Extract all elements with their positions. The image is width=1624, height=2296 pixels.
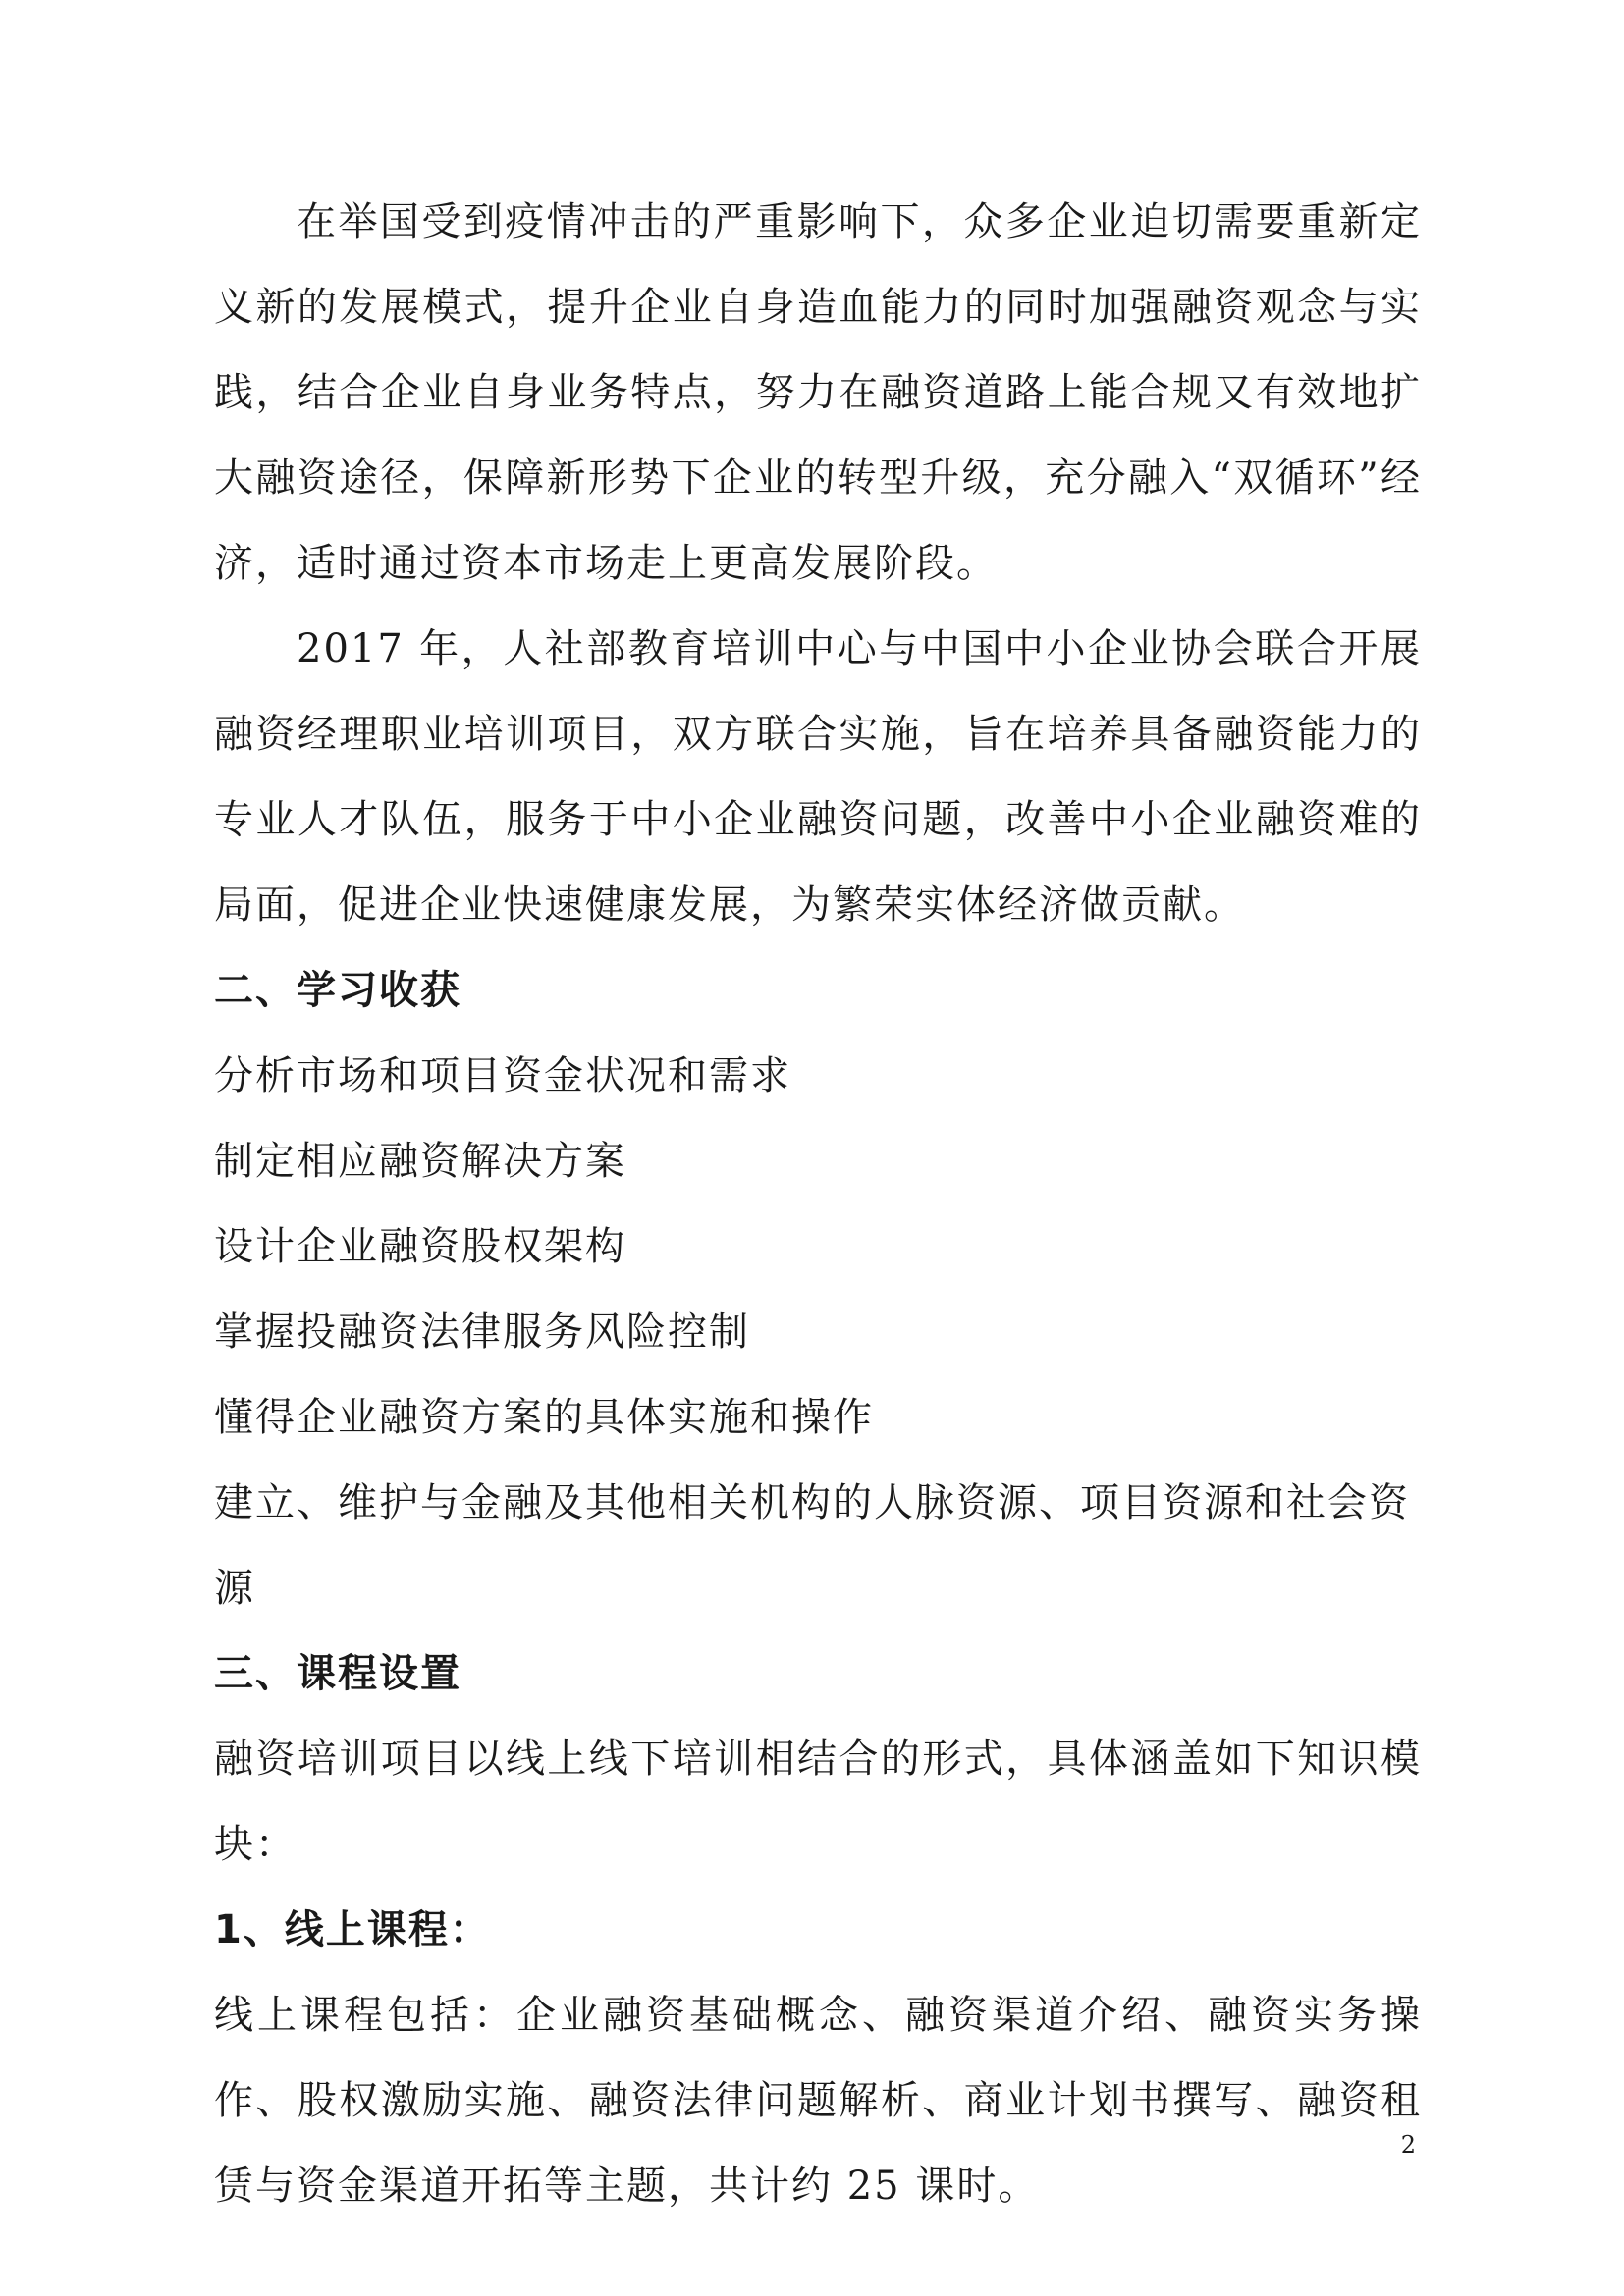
intro-paragraph-1: 在举国受到疫情冲击的严重影响下，众多企业迫切需要重新定义新的发展模式，提升企业自身造血能力的同时加强融资观念与实践，结合企业自身业务特点，努力在融资道路上能合规又有效地扩大融资途径，保障新形势下企业的转型升级，充分融入“双循环”经济，适时通过资本市场走上更高发展阶段。 [214, 199, 1422, 586]
learning-outcome-item: 建立、维护与金融及其他相关机构的人脉资源、项目资源和社会资源 [214, 1480, 1410, 1611]
section-heading-learning-outcomes: 二、学习收获 [214, 968, 461, 1013]
learning-outcome-item: 懂得企业融资方案的具体实施和操作 [214, 1395, 874, 1440]
intro-paragraph-2: 2017 年，人社部教育培训中心与中国中小企业协会联合开展融资经理职业培训项目，双方联合实施，旨在培养具备融资能力的专业人才队伍，服务于中小企业融资问题，改善中小企业融资难的局面，促进企业快速健康发展，为繁荣实体经济做贡献。 [214, 626, 1422, 928]
learning-outcome-item: 掌握投融资法律服务风险控制 [214, 1309, 750, 1355]
learning-outcome-item: 制定相应融资解决方案 [214, 1139, 626, 1184]
learning-outcome-item: 设计企业融资股权架构 [214, 1224, 626, 1269]
section-heading-curriculum: 三、课程设置 [214, 1651, 461, 1696]
page-number: 2 [1400, 2131, 1416, 2159]
document-body [214, 180, 1422, 2229]
learning-outcome-item: 分析市场和项目资金状况和需求 [214, 1053, 791, 1098]
curriculum-intro: 融资培训项目以线上线下培训相结合的形式，具体涵盖如下知识模块： [214, 1736, 1422, 1867]
online-courses-description: 线上课程包括：企业融资基础概念、融资渠道介绍、融资实务操作、股权激励实施、融资法律问题解析、商业计划书撰写、融资租赁与资金渠道开拓等主题，共计约 25 课时。 [214, 1993, 1422, 2209]
subsection-heading-online-courses: 1、线上课程： [214, 1907, 491, 1952]
